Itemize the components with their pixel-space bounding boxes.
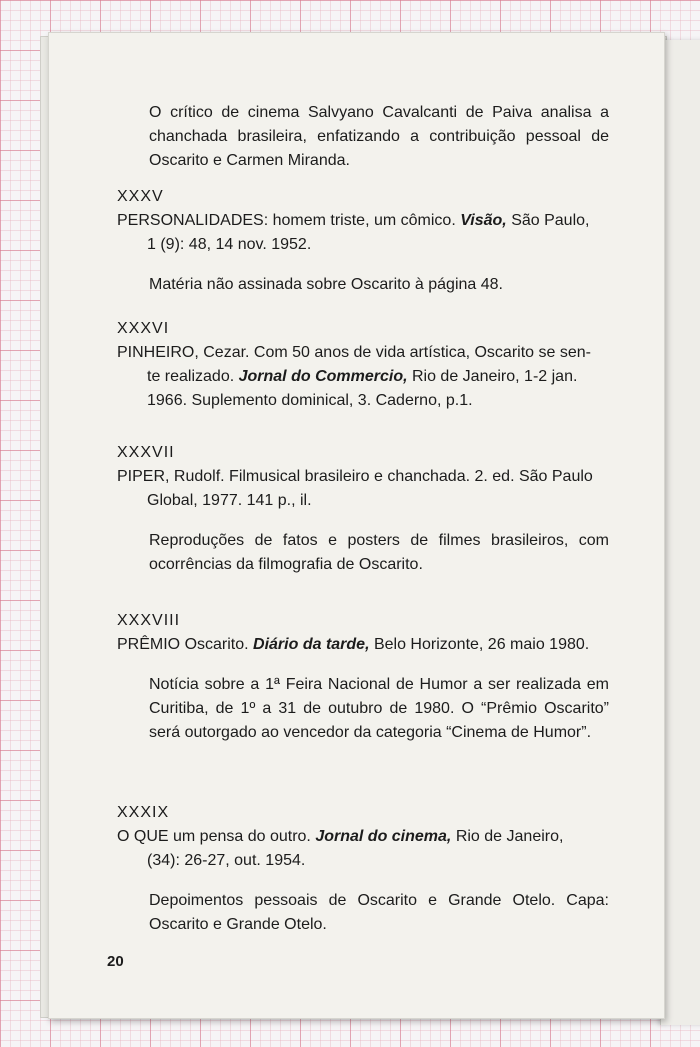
journal-title: Diário da tarde, bbox=[253, 636, 370, 653]
page-number: 20 bbox=[107, 953, 124, 970]
citation-continuation-35: 1 (9): 48, 14 nov. 1952. bbox=[147, 236, 312, 253]
entry-citation-38 bbox=[117, 633, 617, 657]
citation-rest: São Paulo, bbox=[506, 212, 590, 229]
citation-lead: PRÊMIO Oscarito. bbox=[117, 636, 254, 653]
citation-rest: Rio de Janeiro, bbox=[451, 828, 564, 845]
entry-citation-37: PIPER, Rudolf. Filmusical brasileiro e chanchada. 2. ed. São Paulo bbox=[117, 468, 593, 485]
entry-numeral-36: XXXVI bbox=[117, 320, 170, 337]
intro-annotation: O crítico de cinema Salvyano Cavalcanti de Paiva analisa a chanchada brasileira, enfatizando a contribuição pessoal de Oscarito e Carmen Miranda. bbox=[149, 104, 609, 169]
entry-annotation-37: Reproduções de fatos e posters de filmes brasileiros, com ocorrências da filmografia de Oscarito. bbox=[149, 532, 609, 573]
citation-lead: PERSONALIDADES: homem triste, um cômico. bbox=[117, 212, 461, 229]
citation-lead: O QUE um pensa do outro. bbox=[117, 828, 316, 845]
journal-title: Jornal do cinema, bbox=[315, 828, 452, 845]
citation-rest: Rio de Janeiro, 1-2 jan. bbox=[407, 368, 578, 385]
entry-numeral-37: XXXVII bbox=[117, 444, 175, 461]
citation-continuation-37: Global, 1977. 141 p., il. bbox=[147, 492, 312, 509]
journal-title: Visão, bbox=[460, 212, 507, 229]
citation-continuation-36a bbox=[147, 365, 607, 389]
entry-citation-36: PINHEIRO, Cezar. Com 50 anos de vida artística, Oscarito se sen- bbox=[117, 344, 591, 361]
citation-continuation-39: (34): 26-27, out. 1954. bbox=[147, 852, 306, 869]
entry-citation-35 bbox=[117, 209, 617, 233]
citation-rest: Belo Horizonte, 26 maio 1980. bbox=[369, 636, 590, 653]
entry-citation-39 bbox=[117, 825, 617, 849]
entry-numeral-38: XXXVIII bbox=[117, 612, 181, 629]
citation-continuation-36b: 1966. Suplemento dominical, 3. Caderno, p.1. bbox=[147, 392, 473, 409]
entry-numeral-35: XXXV bbox=[117, 188, 164, 205]
facing-page-edge bbox=[660, 40, 700, 1025]
entry-annotation-39: Depoimentos pessoais de Oscarito e Grande Otelo. Capa: Oscarito e Grande Otelo. bbox=[149, 892, 609, 933]
entry-annotation-35: Matéria não assinada sobre Oscarito à página 48. bbox=[149, 276, 503, 293]
journal-title: Jornal do Commercio, bbox=[238, 368, 408, 385]
entry-numeral-39: XXXIX bbox=[117, 804, 170, 821]
entry-annotation-38: Notícia sobre a 1ª Feira Nacional de Humor a ser realizada em Curitiba, de 1º a 31 de outubro de 1980. O “Prêmio Oscarito” será outorgado ao vencedor da categoria “Cinema de Humor”. bbox=[149, 676, 609, 741]
book-page bbox=[48, 32, 665, 1019]
citation-rest: te realizado. bbox=[147, 368, 239, 385]
